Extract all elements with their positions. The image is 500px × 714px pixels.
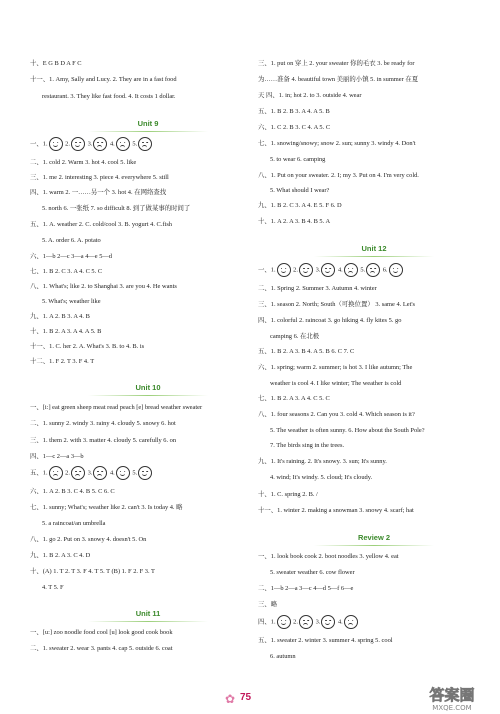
unit-heading: Unit 9 bbox=[30, 119, 266, 132]
answer-text: 十、E G B D A F C bbox=[30, 60, 82, 67]
face-number: 6. bbox=[381, 266, 388, 274]
answer-text: 5. north 6. 一张纸 7. so difficult 8. 到了做某事的时间了 bbox=[42, 205, 191, 212]
answer-line bbox=[258, 615, 359, 629]
answer-line bbox=[258, 553, 399, 561]
answer-line bbox=[258, 124, 330, 132]
answer-line bbox=[258, 507, 414, 515]
answer-line bbox=[42, 237, 101, 245]
answer-line bbox=[30, 268, 102, 276]
answer-text: 三、1. me 2. interesting 3. piece 4. everywhere 5. still bbox=[30, 174, 169, 181]
answer-line bbox=[258, 218, 330, 226]
answer-line bbox=[30, 404, 202, 412]
face-number: 3. bbox=[313, 618, 321, 626]
face-number: 3. bbox=[85, 469, 93, 477]
answer-line bbox=[258, 172, 419, 180]
face-number: 2. bbox=[291, 618, 298, 626]
answer-line bbox=[30, 552, 90, 560]
answer-line bbox=[258, 585, 353, 593]
answer-text: 5. What should I wear? bbox=[270, 187, 330, 194]
answer-text: weather is cool 4. I like winter; The weather is cold bbox=[270, 380, 402, 387]
answer-text: 四、1—c 2—a 3—b bbox=[30, 453, 84, 460]
answer-text: 7. The birds sing in the trees. bbox=[270, 442, 345, 449]
answer-line bbox=[30, 221, 172, 229]
answer-line bbox=[270, 333, 319, 341]
answer-line bbox=[258, 395, 330, 403]
answer-text: 一、1. bbox=[30, 140, 48, 148]
answer-text: 八、1. Put on your sweater. 2. I; my 3. Put on 4. I'm very cold. bbox=[258, 172, 419, 179]
answer-text: 二、1. sunny 2. windy 3. rainy 4. cloudy 5. snowy 6. hot bbox=[30, 420, 176, 427]
answer-text: 九、1. A 2. B 3. A 4. B bbox=[30, 313, 90, 320]
answer-line bbox=[30, 504, 183, 512]
answer-line bbox=[30, 453, 84, 461]
answer-text: 六、1. A 2. B 3. C 4. B 5. C 6. C bbox=[30, 488, 115, 495]
answer-line bbox=[270, 474, 372, 482]
answer-text: 5. A. order 6. A. potato bbox=[42, 237, 101, 244]
smiley-face-icon bbox=[71, 137, 85, 151]
answer-text: 六、1. C 2. B 3. C 4. A 5. C bbox=[258, 124, 331, 131]
answer-text: 四、1. bbox=[258, 618, 276, 626]
answer-line bbox=[30, 629, 173, 637]
face-number: 4. bbox=[336, 266, 343, 274]
face-number: 2. bbox=[63, 469, 70, 477]
answer-line bbox=[42, 298, 101, 306]
sad-face-icon bbox=[344, 263, 358, 277]
answer-line bbox=[270, 569, 355, 577]
answer-text: 三、1. season 2. North; South（可换位置） 3. same 4. Let's bbox=[258, 301, 416, 308]
answer-line bbox=[30, 488, 115, 496]
answer-line bbox=[42, 93, 176, 101]
answer-text: camping 6. 在北极 bbox=[270, 333, 320, 340]
answer-line bbox=[258, 76, 418, 84]
answer-text: 八、1. What's; like 2. to Shanghai 3. are you 4. He wants bbox=[30, 283, 177, 290]
watermark-url: MXQE.COM bbox=[432, 704, 472, 712]
sad-face-icon bbox=[366, 263, 380, 277]
answer-line bbox=[258, 60, 415, 68]
answer-line bbox=[258, 348, 354, 356]
answer-line bbox=[30, 358, 94, 366]
answer-text: 十、1. C. spring 2. B. / bbox=[258, 491, 318, 498]
smiley-face-icon bbox=[299, 263, 313, 277]
answer-line bbox=[258, 202, 342, 210]
face-number: 4. bbox=[336, 618, 343, 626]
answer-text: 八、1. four seasons 2. Can you 3. cold 4. Which season is it? bbox=[258, 411, 415, 418]
answer-line bbox=[270, 187, 329, 195]
face-number: 3. bbox=[313, 266, 321, 274]
face-number: 4. bbox=[108, 469, 115, 477]
answer-text: 二、1—b 2—a 3—c 4—d 5—f 6—e bbox=[258, 585, 354, 592]
answer-text: 七、1. B 2. C 3. A 4. C 5. C bbox=[30, 268, 103, 275]
answer-text: 一、[i:] eat green sheep meat read peach [e] bread weather sweater bbox=[30, 404, 203, 411]
smiley-face-icon bbox=[138, 466, 152, 480]
answer-line bbox=[270, 427, 425, 435]
answer-text: 二、1. cold 2. Warm 3. hot 4. cool 5. like bbox=[30, 159, 137, 166]
answer-text: 五、1. sweater 2. winter 3. summer 4. spring 5. cool bbox=[258, 637, 393, 644]
answer-text: 十一、1. C. her 2. A. What's 3. B. to 4. B. is bbox=[30, 343, 145, 350]
face-number: 5. bbox=[130, 140, 138, 148]
answer-text: 4. wind; It's windy. 5. cloud; It's cloudy. bbox=[270, 474, 373, 481]
answer-text: 七、1. sunny; What's; weather like 2. can't 3. Is today 4. 略 bbox=[30, 504, 183, 511]
answer-text: 6. autumn bbox=[270, 653, 296, 660]
answer-text: restaurant. 3. They like fast food. 4. It costs 1 dollar. bbox=[42, 93, 176, 100]
answer-text: 二、1. Spring 2. Summer 3. Autumn 4. winter bbox=[258, 285, 377, 292]
answer-text: 5. a raincoat/an umbrella bbox=[42, 520, 106, 527]
answer-text: 为……准备 4. beautiful town 美丽的小镇 5. in summer 在夏 bbox=[258, 76, 419, 83]
unit-heading: Unit 12 bbox=[258, 244, 490, 257]
sad-face-icon bbox=[116, 137, 130, 151]
answer-text: 天 四、1. in; hot 2. to 3. outside 4. wear bbox=[258, 92, 362, 99]
answer-line bbox=[258, 285, 377, 293]
answer-text: 十、1. B 2. A 3. A 4. A 5. B bbox=[30, 328, 102, 335]
answer-line bbox=[258, 458, 387, 466]
sad-face-icon bbox=[138, 137, 152, 151]
answer-line bbox=[258, 411, 415, 419]
answer-text: 三、1. them 2. with 3. matter 4. cloudy 5. carefully 6. on bbox=[30, 437, 177, 444]
answer-text: 三、1. put on 穿上 2. your sweater 你的毛衣 3. be ready for bbox=[258, 60, 415, 67]
answer-text: 三、略 bbox=[258, 601, 278, 608]
answer-text: 十、(A) 1. T 2. T 3. F 4. T 5. T (B) 1. F 2. F 3. T bbox=[30, 568, 155, 575]
sad-face-icon bbox=[71, 466, 85, 480]
unit-heading: Unit 10 bbox=[30, 383, 266, 396]
answer-line bbox=[30, 536, 146, 544]
answer-line bbox=[42, 520, 106, 528]
page-number: 75 bbox=[240, 692, 252, 703]
answer-line bbox=[258, 263, 404, 277]
answer-line bbox=[258, 317, 401, 325]
answer-line bbox=[258, 92, 361, 100]
answer-line bbox=[258, 108, 330, 116]
answer-text: 一、1. look book cook 2. boot noodles 3. yellow 4. eat bbox=[258, 553, 399, 560]
answer-text: 十一、1. winter 2. making a snowman 3. snowy 4. scarf; hat bbox=[258, 507, 414, 514]
sad-face-icon bbox=[93, 466, 107, 480]
answer-text: 5. sweater weather 6. cow flower bbox=[270, 569, 355, 576]
answer-line bbox=[42, 584, 64, 592]
answer-text: 四、1. colorful 2. raincoat 3. go hiking 4. fly kites 5. go bbox=[258, 317, 402, 324]
smiley-face-icon bbox=[49, 137, 63, 151]
answer-line bbox=[30, 283, 177, 291]
answer-line bbox=[30, 313, 90, 321]
answer-text: 六、1. spring; warm 2. summer; is hot 3. I like autumn; The bbox=[258, 364, 413, 371]
answer-line bbox=[270, 156, 325, 164]
watermark-logo bbox=[414, 684, 490, 712]
answer-line bbox=[270, 380, 401, 388]
answer-text: 九、1. B 2. A 3. C 4. D bbox=[30, 552, 91, 559]
answer-text: 一、1. bbox=[258, 266, 276, 274]
answer-text: 八、1. go 2. Put on 3. snowy 4. doesn't 5. On bbox=[30, 536, 147, 543]
smiley-face-icon bbox=[277, 263, 291, 277]
sad-face-icon bbox=[344, 615, 358, 629]
answer-line bbox=[270, 653, 296, 661]
answer-text: 五、1. bbox=[30, 469, 48, 477]
unit-heading: Review 2 bbox=[258, 533, 490, 546]
answer-text: 七、1. B 2. A 3. A 4. C 5. C bbox=[258, 395, 330, 402]
answer-text: 4. T 5. F bbox=[42, 584, 64, 591]
answer-text: 五、1. B 2. A 3. B 4. A 5. B 6. C 7. C bbox=[258, 348, 355, 355]
answer-line bbox=[30, 137, 153, 151]
sad-face-icon bbox=[49, 466, 63, 480]
answer-text: 九、1. It's raining. 2. It's snowy. 3. sun; It's sunny. bbox=[258, 458, 387, 465]
answer-text: 二、1. sweater 2. wear 3. pants 4. cap 5. outside 6. coat bbox=[30, 645, 173, 652]
face-number: 2. bbox=[291, 266, 298, 274]
answer-line bbox=[30, 420, 176, 428]
answer-line bbox=[30, 76, 177, 84]
answer-line bbox=[30, 189, 166, 197]
watermark-text: 答案圈 bbox=[429, 686, 475, 704]
smiley-face-icon bbox=[116, 466, 130, 480]
answer-line bbox=[258, 601, 277, 609]
answer-line bbox=[30, 328, 101, 336]
answer-line bbox=[30, 60, 82, 68]
answer-line bbox=[30, 159, 136, 167]
answer-line bbox=[30, 253, 112, 261]
answer-text: 5. The weather is often sunny. 6. How about the South Pole? bbox=[270, 427, 425, 434]
answer-text: 十、1. A 2. A 3. B 4. B 5. A bbox=[258, 218, 331, 225]
smiley-face-icon bbox=[321, 615, 335, 629]
answer-line bbox=[258, 491, 318, 499]
answer-text: 一、[u:] zoo noodle food cool [u] look good cook book bbox=[30, 629, 173, 636]
answer-text: 九、1. B 2. C 3. A 4. E 5. F 6. D bbox=[258, 202, 342, 209]
answer-text: 七、1. snowing/snowy; snow 2. sun; sunny 3. windy 4. Don't bbox=[258, 140, 416, 147]
answer-text: 5. to wear 6. camping bbox=[270, 156, 326, 163]
answer-text: 十二、1. F 2. T 3. F 4. T bbox=[30, 358, 95, 365]
answer-line bbox=[30, 174, 169, 182]
answer-line bbox=[30, 343, 144, 351]
face-number: 4. bbox=[108, 140, 115, 148]
face-number: 2. bbox=[63, 140, 70, 148]
smiley-face-icon bbox=[389, 263, 403, 277]
answer-text: 四、1. warm 2. 一……另一个 3. hot 4. 在网络查找 bbox=[30, 189, 167, 196]
answer-line bbox=[258, 637, 393, 645]
unit-heading: Unit 11 bbox=[30, 609, 266, 622]
answer-line bbox=[30, 466, 153, 480]
face-number: 3. bbox=[85, 140, 93, 148]
answer-line bbox=[42, 205, 190, 213]
face-number: 5. bbox=[358, 266, 366, 274]
answer-text: 六、1—b 2—c 3—a 4—e 5—d bbox=[30, 253, 113, 260]
flower-icon: ✿ bbox=[225, 692, 236, 706]
answer-line bbox=[258, 140, 416, 148]
answer-text: 十一、1. Amy, Sally and Lucy. 2. They are in a fast food bbox=[30, 76, 177, 83]
answer-line bbox=[30, 568, 155, 576]
answer-line bbox=[258, 364, 412, 372]
smiley-face-icon bbox=[321, 263, 335, 277]
answer-text: 五、1. A. weather 2. C. cold/cool 3. B. yogurt 4. C.fish bbox=[30, 221, 172, 228]
answer-text: 五、1. B 2. B 3. A 4. A 5. B bbox=[258, 108, 330, 115]
answer-text: 5. What's; weather like bbox=[42, 298, 101, 305]
answer-line bbox=[30, 437, 176, 445]
page-footer bbox=[0, 686, 500, 714]
answer-line bbox=[30, 645, 173, 653]
answer-line bbox=[270, 442, 344, 450]
sad-face-icon bbox=[299, 615, 313, 629]
face-number: 5. bbox=[130, 469, 138, 477]
smiley-face-icon bbox=[277, 615, 291, 629]
answer-line bbox=[258, 301, 415, 309]
sad-face-icon bbox=[93, 137, 107, 151]
